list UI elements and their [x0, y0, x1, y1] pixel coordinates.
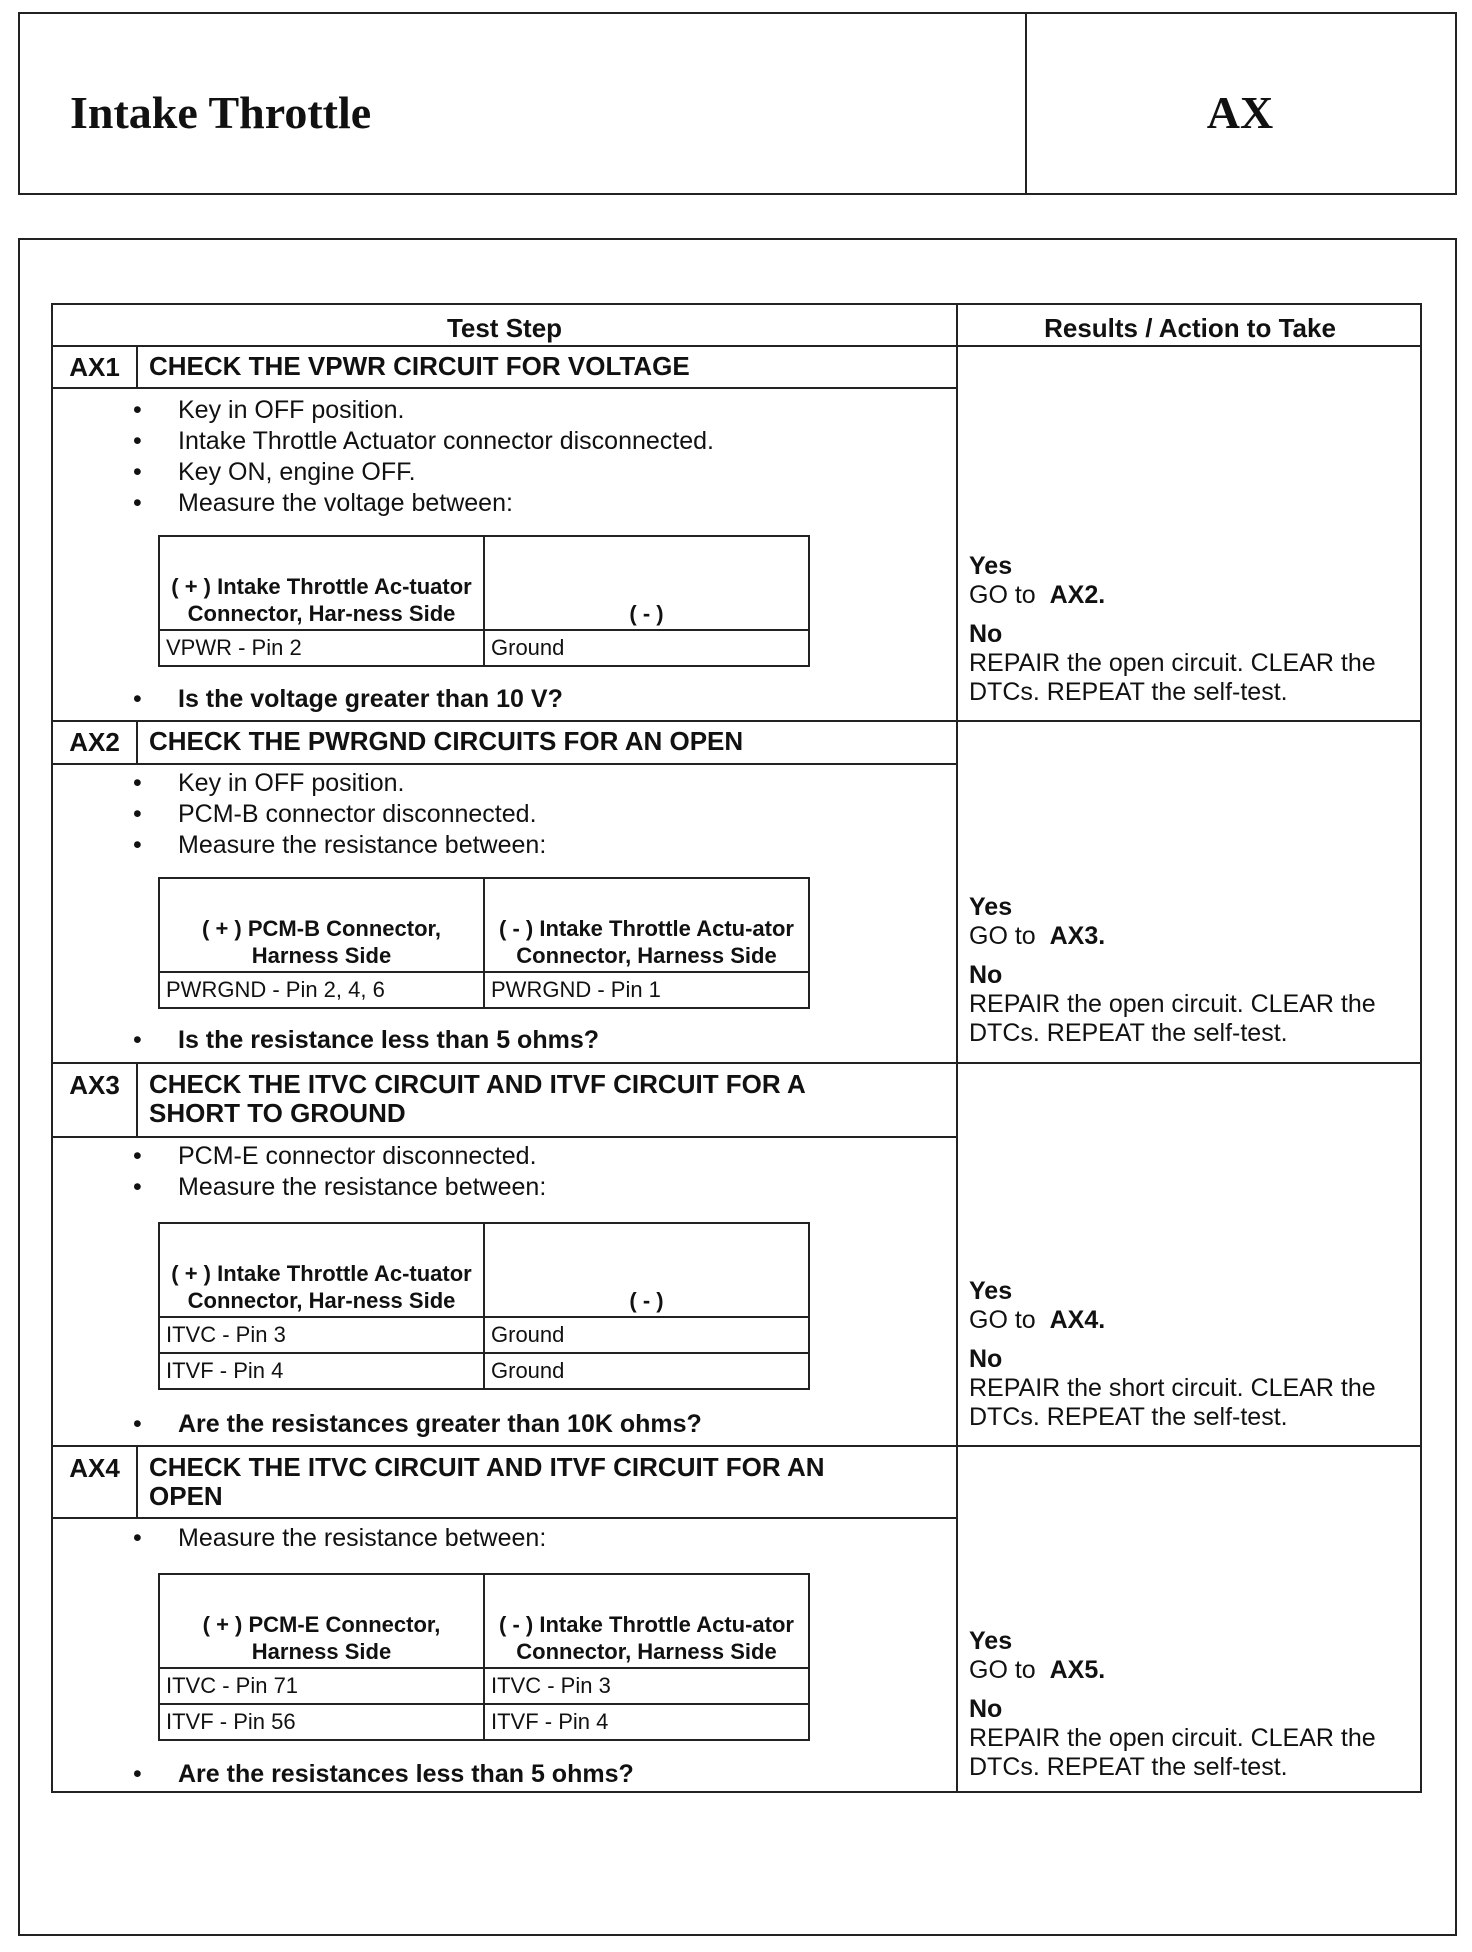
title-divider	[53, 387, 956, 389]
no-label: No	[969, 961, 1003, 989]
step-title: CHECK THE PWRGND CIRCUITS FOR AN OPEN	[149, 726, 744, 756]
step-result	[969, 893, 1409, 1048]
measurement-col-positive: ( + ) PCM-E Connector, Harness Side	[159, 1574, 484, 1668]
step-instructions	[133, 1141, 546, 1203]
step-question: • Is the resistance less than 5 ohms?	[133, 1026, 599, 1055]
measurement-cell: ITVC - Pin 3	[159, 1317, 484, 1353]
yes-label: Yes	[969, 1277, 1013, 1305]
measurement-col-negative: ( - )	[484, 536, 809, 630]
id-divider	[136, 345, 138, 387]
measurement-table	[158, 877, 810, 1009]
measurement-col-negative: ( - ) Intake Throttle Actu-ator Connector, Harness Side	[484, 878, 809, 972]
step-result	[969, 1277, 1409, 1432]
measurement-cell: Ground	[484, 630, 809, 666]
step-instructions	[133, 395, 714, 519]
measurement-cell: ITVF - Pin 4	[484, 1704, 809, 1740]
section-code: AX	[1206, 87, 1274, 138]
step-question: • Are the resistances greater than 10K ohms?	[133, 1410, 702, 1439]
step-title: CHECK THE ITVC CIRCUIT AND ITVF CIRCUIT FOR A SHORT TO GROUND	[149, 1069, 805, 1128]
instruction-item: • Measure the resistance between:	[133, 1523, 546, 1554]
header-results: Results / Action to Take	[1044, 313, 1336, 343]
measurement-cell: PWRGND - Pin 1	[484, 972, 809, 1008]
step-title: CHECK THE ITVC CIRCUIT AND ITVF CIRCUIT FOR AN OPEN	[149, 1452, 825, 1511]
goto-step: AX3.	[1049, 922, 1106, 950]
measurement-cell: ITVF - Pin 4	[159, 1353, 484, 1389]
no-label: No	[969, 620, 1003, 648]
no-label: No	[969, 1695, 1003, 1723]
step-divider	[53, 720, 1420, 722]
step-id: AX1	[69, 352, 120, 382]
title-divider	[53, 1517, 956, 1519]
id-divider	[136, 1445, 138, 1517]
measurement-col-negative: ( - ) Intake Throttle Actu-ator Connector, Harness Side	[484, 1574, 809, 1668]
no-label: No	[969, 1345, 1003, 1373]
yes-label: Yes	[969, 552, 1013, 580]
no-action: REPAIR the open circuit. CLEAR the DTCs. REPEAT the self-test.	[969, 649, 1376, 706]
step-id: AX4	[69, 1453, 120, 1483]
step-result	[969, 1627, 1409, 1782]
step-title: CHECK THE VPWR CIRCUIT FOR VOLTAGE	[149, 351, 690, 381]
page-title: Intake Throttle	[70, 87, 372, 138]
column-divider	[956, 305, 958, 1791]
title-divider	[53, 763, 956, 765]
step-question: • Are the resistances less than 5 ohms?	[133, 1760, 634, 1789]
measurement-cell: ITVC - Pin 71	[159, 1668, 484, 1704]
step-divider	[53, 1445, 1420, 1447]
instruction-item: • Key ON, engine OFF.	[133, 457, 714, 488]
measurement-col-positive: ( + ) Intake Throttle Ac-tuator Connector, Har-ness Side	[159, 536, 484, 630]
no-action: REPAIR the open circuit. CLEAR the DTCs. REPEAT the self-test.	[969, 1724, 1376, 1781]
step-instructions	[133, 1523, 546, 1554]
id-divider	[136, 1062, 138, 1136]
step-instructions	[133, 768, 546, 861]
title-box	[18, 12, 1457, 195]
instruction-item: • Measure the voltage between:	[133, 488, 714, 519]
measurement-cell: PWRGND - Pin 2, 4, 6	[159, 972, 484, 1008]
measurement-cell: ITVC - Pin 3	[484, 1668, 809, 1704]
yes-action: GO to AX3.	[969, 922, 1106, 950]
header-divider	[53, 345, 1420, 347]
step-result	[969, 552, 1409, 707]
measurement-col-positive: ( + ) Intake Throttle Ac-tuator Connector, Har-ness Side	[159, 1223, 484, 1317]
header-test-step: Test Step	[446, 313, 563, 343]
no-action: REPAIR the open circuit. CLEAR the DTCs. REPEAT the self-test.	[969, 990, 1376, 1047]
measurement-col-negative: ( - )	[484, 1223, 809, 1317]
test-step-table	[51, 303, 1422, 1793]
measurement-cell: VPWR - Pin 2	[159, 630, 484, 666]
instruction-item: • Measure the resistance between:	[133, 1172, 546, 1203]
instruction-item: • Measure the resistance between:	[133, 830, 546, 861]
goto-step: AX5.	[1049, 1656, 1106, 1684]
yes-action: GO to AX4.	[969, 1306, 1106, 1334]
yes-action: GO to AX5.	[969, 1656, 1106, 1684]
no-action: REPAIR the short circuit. CLEAR the DTCs. REPEAT the self-test.	[969, 1374, 1376, 1431]
step-id: AX2	[69, 727, 120, 757]
yes-label: Yes	[969, 1627, 1013, 1655]
step-divider	[53, 1062, 1420, 1064]
goto-step: AX2.	[1049, 581, 1106, 609]
yes-action: GO to AX2.	[969, 581, 1106, 609]
measurement-cell: Ground	[484, 1317, 809, 1353]
measurement-table	[158, 1222, 810, 1390]
instruction-item: • PCM-B connector disconnected.	[133, 799, 546, 830]
id-divider	[136, 720, 138, 763]
measurement-table	[158, 1573, 810, 1741]
measurement-col-positive: ( + ) PCM-B Connector, Harness Side	[159, 878, 484, 972]
measurement-cell: ITVF - Pin 56	[159, 1704, 484, 1740]
measurement-table	[158, 535, 810, 667]
instruction-item: • Key in OFF position.	[133, 395, 714, 426]
yes-label: Yes	[969, 893, 1013, 921]
title-divider	[53, 1136, 956, 1138]
measurement-cell: Ground	[484, 1353, 809, 1389]
step-question: • Is the voltage greater than 10 V?	[133, 685, 563, 714]
instruction-item: • Intake Throttle Actuator connector disconnected.	[133, 426, 714, 457]
goto-step: AX4.	[1049, 1306, 1106, 1334]
step-id: AX3	[69, 1070, 120, 1100]
instruction-item: • Key in OFF position.	[133, 768, 546, 799]
instruction-item: • PCM-E connector disconnected.	[133, 1141, 546, 1172]
